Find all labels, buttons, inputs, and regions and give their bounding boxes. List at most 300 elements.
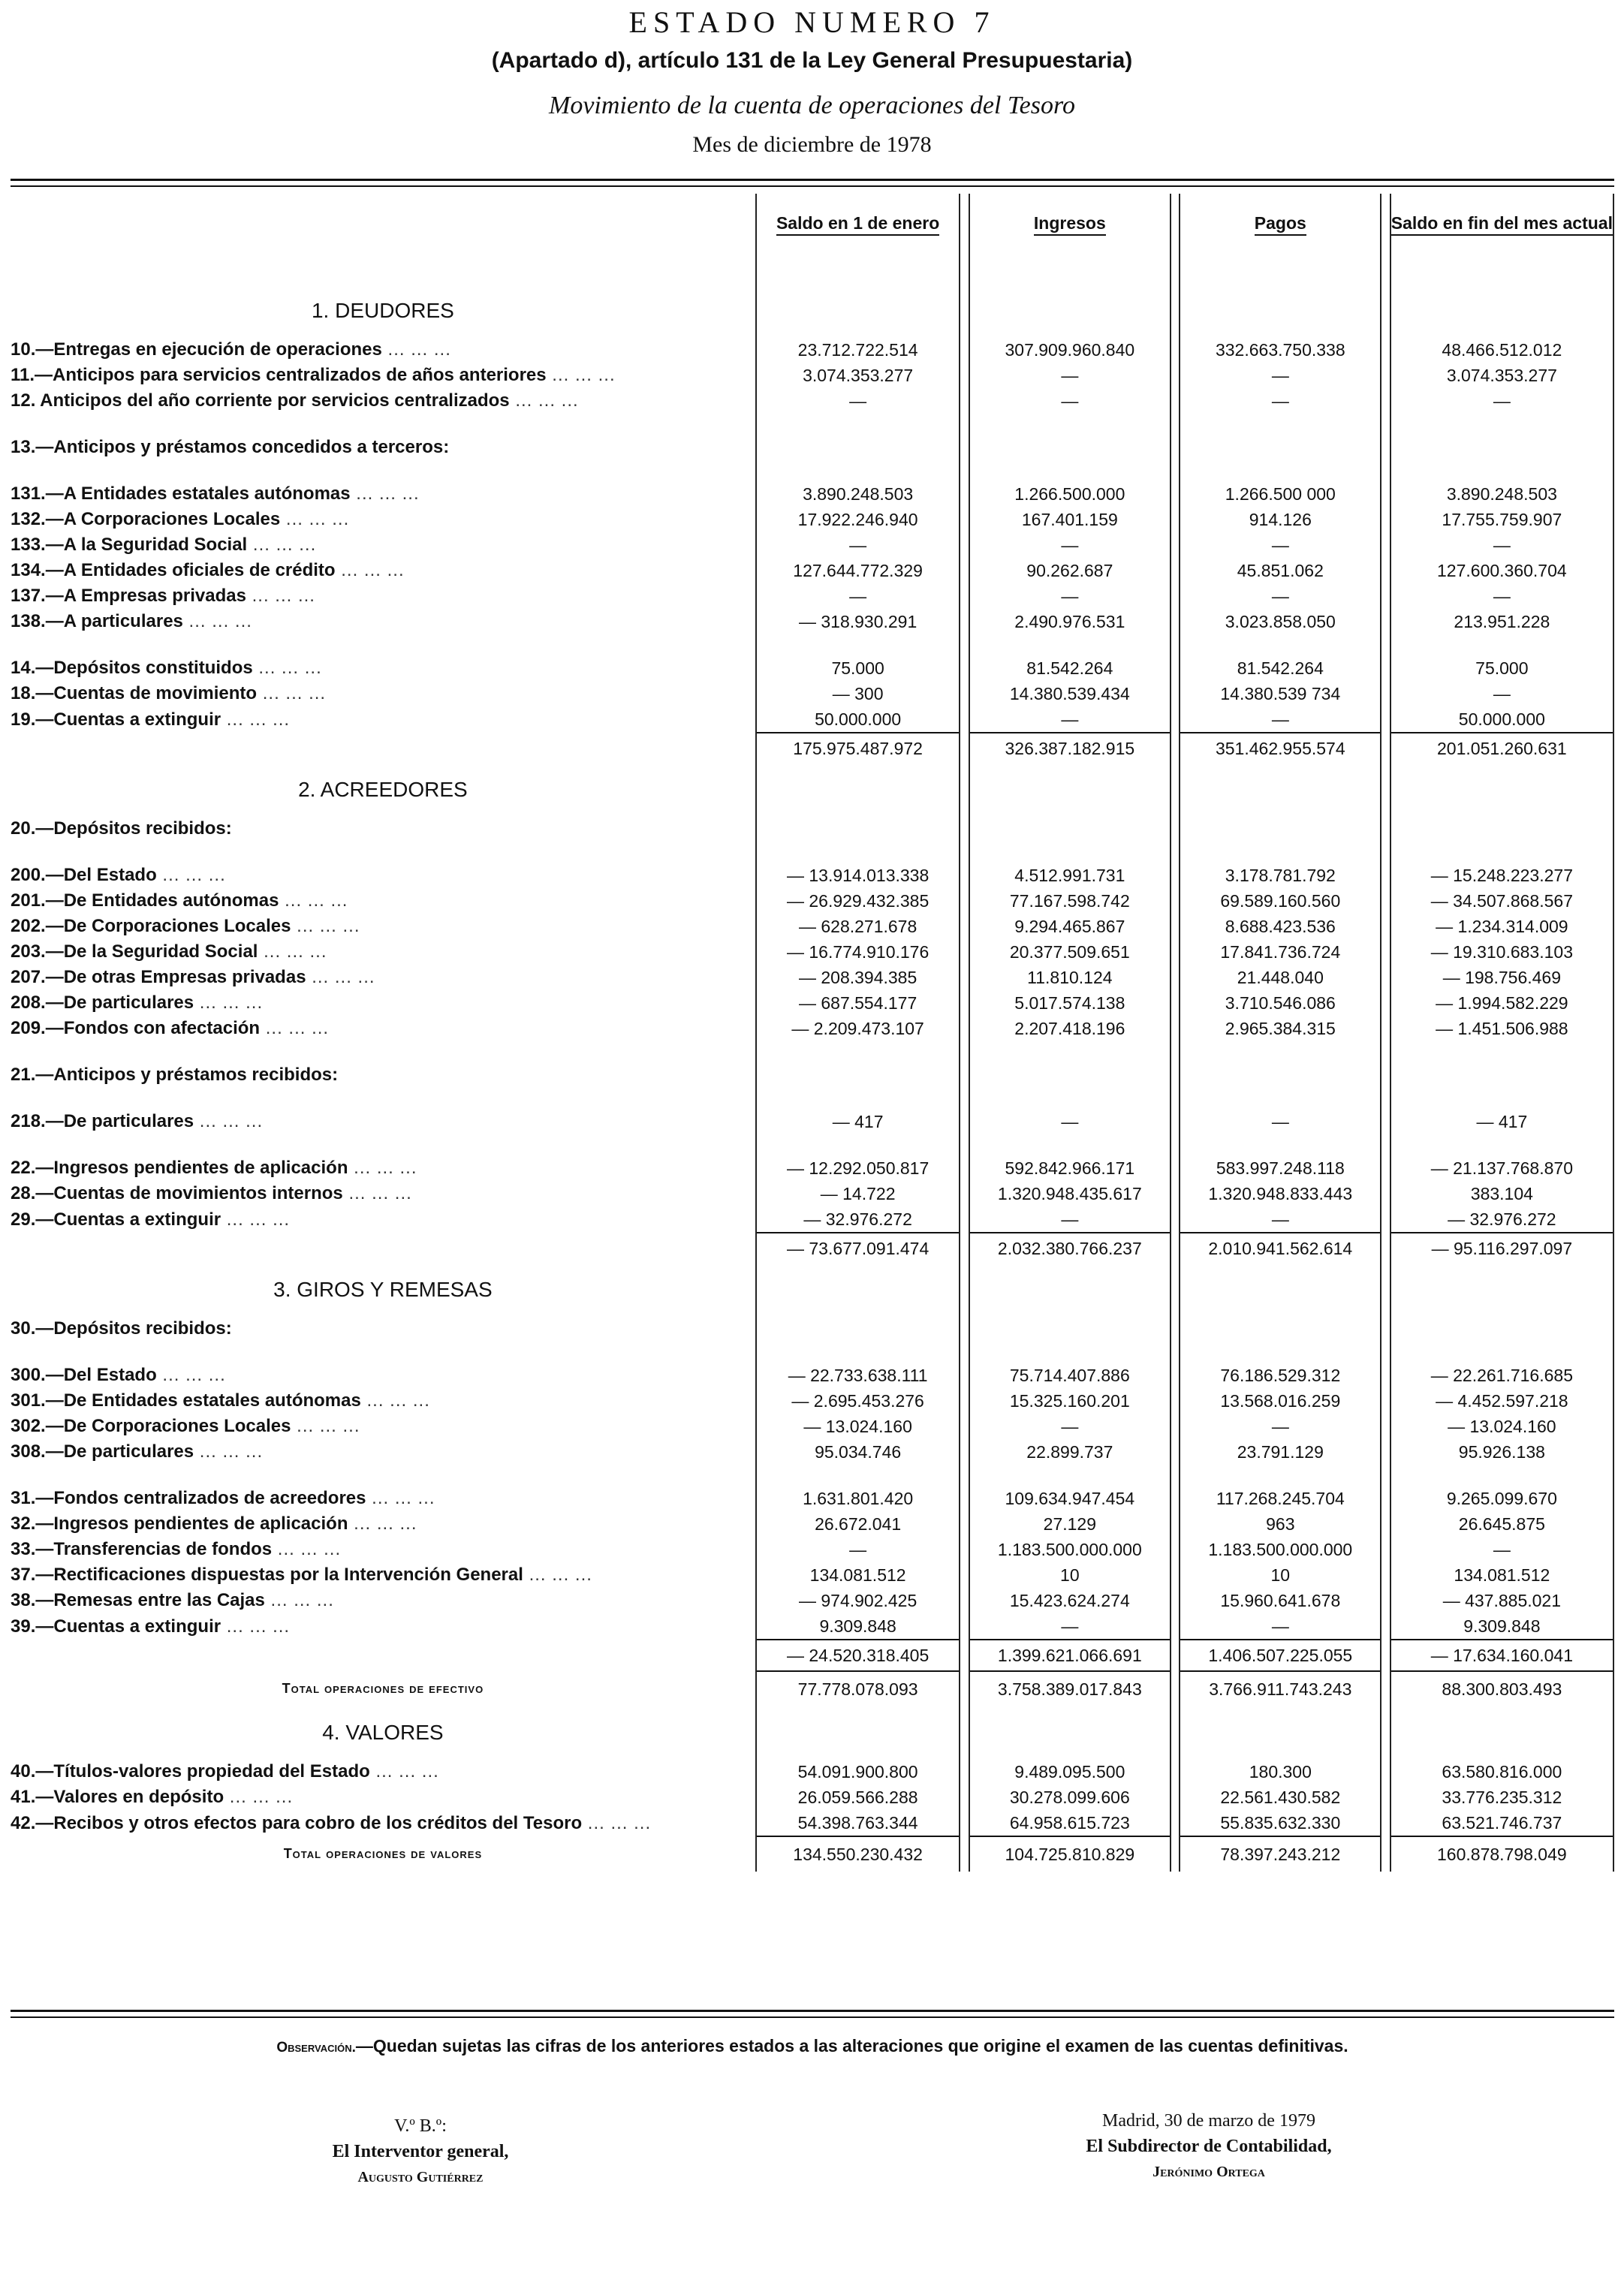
r37-value-2: 10 bbox=[1180, 1562, 1381, 1588]
leader-dots: ... ... ... bbox=[280, 509, 350, 529]
table-row bbox=[11, 1363, 1613, 1388]
table-row bbox=[11, 609, 1613, 634]
r40-value-0: 54.091.900.800 bbox=[756, 1759, 960, 1785]
r132-value-0: 17.922.246.940 bbox=[756, 507, 960, 532]
r208-value-2: 3.710.546.086 bbox=[1180, 990, 1381, 1016]
r38-value-2: 15.960.641.678 bbox=[1180, 1588, 1381, 1613]
signature-right: Madrid, 30 de marzo de 1979 El Subdirector de Contabilidad, Jerónimo Ortega bbox=[1086, 2111, 1332, 2180]
leader-dots: ... ... ... bbox=[252, 658, 322, 678]
leader-dots: ... ... ... bbox=[156, 1365, 226, 1385]
r137-value-1: — bbox=[969, 583, 1171, 609]
r28-value-0: — 14.722 bbox=[756, 1181, 960, 1206]
r19-value-3: 50.000.000 bbox=[1390, 706, 1613, 733]
table-row bbox=[11, 1388, 1613, 1414]
row-label: 30.—Depósitos recibidos: bbox=[11, 1318, 232, 1339]
row-label: 40.—Títulos-valores propiedad del Estado bbox=[11, 1761, 370, 1782]
r38-value-1: 15.423.624.274 bbox=[969, 1588, 1171, 1613]
r200-value-0: — 13.914.013.338 bbox=[756, 863, 960, 888]
r33-value-0: — bbox=[756, 1537, 960, 1562]
r133-value-3: — bbox=[1390, 532, 1613, 558]
r131-value-2: 1.266.500 000 bbox=[1180, 481, 1381, 507]
r203-value-0: — 16.774.910.176 bbox=[756, 939, 960, 965]
r300-value-1: 75.714.407.886 bbox=[969, 1363, 1171, 1388]
tv-value-2: 78.397.243.212 bbox=[1180, 1836, 1381, 1872]
r302-value-0: — 13.024.160 bbox=[756, 1414, 960, 1439]
r132-value-3: 17.755.759.907 bbox=[1390, 507, 1613, 532]
r31-value-1: 109.634.947.454 bbox=[969, 1486, 1171, 1511]
table-row bbox=[11, 1810, 1613, 1836]
row-label: 134.—A Entidades oficiales de crédito bbox=[11, 560, 336, 580]
te-value-2: 3.766.911.743.243 bbox=[1180, 1671, 1381, 1706]
r138-value-2: 3.023.858.050 bbox=[1180, 609, 1381, 634]
table-row bbox=[11, 435, 1613, 460]
row-label: 20.—Depósitos recibidos: bbox=[11, 818, 232, 839]
leader-dots: ... ... ... bbox=[381, 339, 451, 360]
row-label: 37.—Rectificaciones dispuestas por la Intervención General bbox=[11, 1565, 523, 1585]
row-label: 200.—Del Estado bbox=[11, 865, 157, 885]
table-row bbox=[11, 1016, 1613, 1041]
section-giros bbox=[11, 1263, 1613, 1316]
r37-value-3: 134.081.512 bbox=[1390, 1562, 1613, 1588]
r131-value-3: 3.890.248.503 bbox=[1390, 481, 1613, 507]
table-row bbox=[11, 1439, 1613, 1465]
table-row bbox=[11, 1181, 1613, 1206]
r32-value-0: 26.672.041 bbox=[756, 1511, 960, 1537]
r137-value-3: — bbox=[1390, 583, 1613, 609]
top-rule-thin bbox=[11, 185, 1614, 187]
r200-value-1: 4.512.991.731 bbox=[969, 863, 1171, 888]
leader-dots: ... ... ... bbox=[523, 1565, 592, 1585]
row-label: 300.—Del Estado bbox=[11, 1365, 157, 1385]
table-row bbox=[11, 1511, 1613, 1537]
r207-value-0: — 208.394.385 bbox=[756, 965, 960, 990]
r208-value-3: — 1.994.582.229 bbox=[1390, 990, 1613, 1016]
row-label: 301.—De Entidades estatales autónomas bbox=[11, 1390, 361, 1411]
table-row bbox=[11, 1414, 1613, 1439]
r132-value-1: 167.401.159 bbox=[969, 507, 1171, 532]
row-label: 202.—De Corporaciones Locales bbox=[11, 916, 291, 936]
table-row bbox=[11, 481, 1613, 507]
r207-value-3: — 198.756.469 bbox=[1390, 965, 1613, 990]
row-label: 19.—Cuentas a extinguir bbox=[11, 709, 221, 730]
r137-value-0: — bbox=[756, 583, 960, 609]
row-label: 203.—De la Seguridad Social bbox=[11, 941, 258, 962]
subtotal-row bbox=[11, 1640, 1613, 1671]
r39-value-0: 9.309.848 bbox=[756, 1613, 960, 1640]
t3-value-0: — 24.520.318.405 bbox=[756, 1640, 960, 1671]
r207-value-2: 21.448.040 bbox=[1180, 965, 1381, 990]
section-valores bbox=[11, 1706, 1613, 1759]
table-row bbox=[11, 1588, 1613, 1613]
row-label: 133.—A la Seguridad Social bbox=[11, 535, 248, 555]
r138-value-0: — 318.930.291 bbox=[756, 609, 960, 634]
bottom-rule bbox=[11, 2010, 1614, 2012]
t1-value-1: 326.387.182.915 bbox=[969, 733, 1171, 764]
r131-value-0: 3.890.248.503 bbox=[756, 481, 960, 507]
table-row bbox=[11, 965, 1613, 990]
row-label: 201.—De Entidades autónomas bbox=[11, 890, 279, 911]
r138-value-1: 2.490.976.531 bbox=[969, 609, 1171, 634]
r200-value-3: — 15.248.223.277 bbox=[1390, 863, 1613, 888]
leader-dots: ... ... ... bbox=[279, 890, 348, 911]
section-title: 4. VALORES bbox=[322, 1721, 444, 1744]
r19-value-2: — bbox=[1180, 706, 1381, 733]
r22-value-0: — 12.292.050.817 bbox=[756, 1155, 960, 1181]
tv-value-1: 104.725.810.829 bbox=[969, 1836, 1171, 1872]
leader-dots: ... ... ... bbox=[246, 586, 315, 606]
r301-value-1: 15.325.160.201 bbox=[969, 1388, 1171, 1414]
row-label: 208.—De particulares bbox=[11, 992, 194, 1013]
subtotal-row bbox=[11, 1233, 1613, 1263]
r41-value-0: 26.059.566.288 bbox=[756, 1785, 960, 1810]
table-row bbox=[11, 706, 1613, 733]
r12-value-2: — bbox=[1180, 388, 1381, 414]
table-row bbox=[11, 1759, 1613, 1785]
leader-dots: ... ... ... bbox=[291, 916, 360, 936]
r201-value-0: — 26.929.432.385 bbox=[756, 888, 960, 914]
r209-value-1: 2.207.418.196 bbox=[969, 1016, 1171, 1041]
r39-value-1: — bbox=[969, 1613, 1171, 1640]
r202-value-3: — 1.234.314.009 bbox=[1390, 914, 1613, 939]
r208-value-1: 5.017.574.138 bbox=[969, 990, 1171, 1016]
r14-value-0: 75.000 bbox=[756, 655, 960, 681]
r42-value-3: 63.521.746.737 bbox=[1390, 1810, 1613, 1836]
r134-value-3: 127.600.360.704 bbox=[1390, 558, 1613, 583]
r203-value-3: — 19.310.683.103 bbox=[1390, 939, 1613, 965]
t2-value-0: — 73.677.091.474 bbox=[756, 1233, 960, 1263]
row-label: 22.—Ingresos pendientes de aplicación bbox=[11, 1158, 348, 1178]
r300-value-3: — 22.261.716.685 bbox=[1390, 1363, 1613, 1388]
row-label: 39.—Cuentas a extinguir bbox=[11, 1616, 221, 1637]
row-label: 131.—A Entidades estatales autónomas bbox=[11, 483, 351, 504]
r301-value-2: 13.568.016.259 bbox=[1180, 1388, 1381, 1414]
r18-value-1: 14.380.539.434 bbox=[969, 681, 1171, 706]
table-row bbox=[11, 507, 1613, 532]
r32-value-1: 27.129 bbox=[969, 1511, 1171, 1537]
r10-value-0: 23.712.722.514 bbox=[756, 337, 960, 363]
leader-dots: ... ... ... bbox=[247, 535, 317, 555]
r308-value-2: 23.791.129 bbox=[1180, 1439, 1381, 1465]
leader-dots: ... ... ... bbox=[350, 483, 420, 504]
r31-value-3: 9.265.099.670 bbox=[1390, 1486, 1613, 1511]
t2-value-1: 2.032.380.766.237 bbox=[969, 1233, 1171, 1263]
r302-value-2: — bbox=[1180, 1414, 1381, 1439]
r10-value-1: 307.909.960.840 bbox=[969, 337, 1171, 363]
row-label: 14.—Depósitos constituidos bbox=[11, 658, 253, 678]
r42-value-1: 64.958.615.723 bbox=[969, 1810, 1171, 1836]
r39-value-3: 9.309.848 bbox=[1390, 1613, 1613, 1640]
r133-value-0: — bbox=[756, 532, 960, 558]
row-label: 11.—Anticipos para servicios centralizados de años anteriores bbox=[11, 365, 547, 385]
r302-value-3: — 13.024.160 bbox=[1390, 1414, 1613, 1439]
r202-value-1: 9.294.465.867 bbox=[969, 914, 1171, 939]
r31-value-2: 117.268.245.704 bbox=[1180, 1486, 1381, 1511]
leader-dots: ... ... ... bbox=[221, 1209, 291, 1230]
r14-value-1: 81.542.264 bbox=[969, 655, 1171, 681]
r10-value-2: 332.663.750.338 bbox=[1180, 337, 1381, 363]
r11-value-1: — bbox=[969, 363, 1171, 388]
t1-value-3: 201.051.260.631 bbox=[1390, 733, 1613, 764]
r134-value-1: 90.262.687 bbox=[969, 558, 1171, 583]
r41-value-1: 30.278.099.606 bbox=[969, 1785, 1171, 1810]
r28-value-2: 1.320.948.833.443 bbox=[1180, 1181, 1381, 1206]
r300-value-0: — 22.733.638.111 bbox=[756, 1363, 960, 1388]
document-title: ESTADO NUMERO 7 bbox=[628, 5, 996, 39]
table-row bbox=[11, 914, 1613, 939]
t1-value-0: 175.975.487.972 bbox=[756, 733, 960, 764]
r37-value-0: 134.081.512 bbox=[756, 1562, 960, 1588]
table-row bbox=[11, 863, 1613, 888]
r29-value-2: — bbox=[1180, 1206, 1381, 1233]
t3-value-2: 1.406.507.225.055 bbox=[1180, 1640, 1381, 1671]
table-row bbox=[11, 1109, 1613, 1134]
row-label: 138.—A particulares bbox=[11, 611, 183, 631]
t2-value-2: 2.010.941.562.614 bbox=[1180, 1233, 1381, 1263]
r11-value-3: 3.074.353.277 bbox=[1390, 363, 1613, 388]
r202-value-0: — 628.271.678 bbox=[756, 914, 960, 939]
leader-dots: ... ... ... bbox=[194, 1111, 264, 1131]
row-label: 12. Anticipos del año corriente por servicios centralizados bbox=[11, 390, 510, 411]
r218-value-2: — bbox=[1180, 1109, 1381, 1134]
subtotal-row bbox=[11, 733, 1613, 764]
leader-dots: ... ... ... bbox=[546, 365, 616, 385]
r308-value-0: 95.034.746 bbox=[756, 1439, 960, 1465]
leader-dots: ... ... ... bbox=[509, 390, 579, 411]
r33-value-3: — bbox=[1390, 1537, 1613, 1562]
r200-value-2: 3.178.781.792 bbox=[1180, 863, 1381, 888]
row-label: 209.—Fondos con afectación bbox=[11, 1018, 261, 1038]
row-label: 38.—Remesas entre las Cajas bbox=[11, 1590, 265, 1610]
tv-value-3: 160.878.798.049 bbox=[1390, 1836, 1613, 1872]
r40-value-2: 180.300 bbox=[1180, 1759, 1381, 1785]
row-label: 33.—Transferencias de fondos bbox=[11, 1539, 273, 1559]
r134-value-0: 127.644.772.329 bbox=[756, 558, 960, 583]
r14-value-3: 75.000 bbox=[1390, 655, 1613, 681]
col-pagos: Pagos bbox=[1180, 194, 1381, 285]
r131-value-1: 1.266.500.000 bbox=[969, 481, 1171, 507]
leader-dots: ... ... ... bbox=[224, 1787, 294, 1807]
leader-dots: ... ... ... bbox=[360, 1390, 430, 1411]
r12-value-1: — bbox=[969, 388, 1171, 414]
table-row bbox=[11, 388, 1613, 414]
table-row bbox=[11, 1537, 1613, 1562]
r308-value-3: 95.926.138 bbox=[1390, 1439, 1613, 1465]
col-ingresos: Ingresos bbox=[969, 194, 1171, 285]
r301-value-0: — 2.695.453.276 bbox=[756, 1388, 960, 1414]
r33-value-2: 1.183.500.000.000 bbox=[1180, 1537, 1381, 1562]
r137-value-2: — bbox=[1180, 583, 1381, 609]
t2-value-3: — 95.116.297.097 bbox=[1390, 1233, 1613, 1263]
r28-value-3: 383.104 bbox=[1390, 1181, 1613, 1206]
r11-value-2: — bbox=[1180, 363, 1381, 388]
r201-value-1: 77.167.598.742 bbox=[969, 888, 1171, 914]
table-row bbox=[11, 1486, 1613, 1511]
r22-value-3: — 21.137.768.870 bbox=[1390, 1155, 1613, 1181]
leader-dots: ... ... ... bbox=[348, 1513, 417, 1534]
r32-value-2: 963 bbox=[1180, 1511, 1381, 1537]
r40-value-1: 9.489.095.500 bbox=[969, 1759, 1171, 1785]
leader-dots: ... ... ... bbox=[366, 1488, 435, 1508]
r14-value-2: 81.542.264 bbox=[1180, 655, 1381, 681]
r41-value-3: 33.776.235.312 bbox=[1390, 1785, 1613, 1810]
table-row bbox=[11, 1316, 1613, 1342]
table-row bbox=[11, 583, 1613, 609]
r38-value-0: — 974.902.425 bbox=[756, 1588, 960, 1613]
table-row bbox=[11, 888, 1613, 914]
row-label: 10.—Entregas en ejecución de operaciones bbox=[11, 339, 382, 360]
table-row bbox=[11, 1206, 1613, 1233]
r209-value-0: — 2.209.473.107 bbox=[756, 1016, 960, 1041]
leader-dots: ... ... ... bbox=[306, 967, 375, 987]
label-header bbox=[11, 194, 756, 285]
row-label: 218.—De particulares bbox=[11, 1111, 194, 1131]
r201-value-2: 69.589.160.560 bbox=[1180, 888, 1381, 914]
r133-value-1: — bbox=[969, 532, 1171, 558]
r32-value-3: 26.645.875 bbox=[1390, 1511, 1613, 1537]
r29-value-3: — 32.976.272 bbox=[1390, 1206, 1613, 1233]
row-label: 302.—De Corporaciones Locales bbox=[11, 1416, 291, 1436]
row-label: 29.—Cuentas a extinguir bbox=[11, 1209, 221, 1230]
te-value-1: 3.758.389.017.843 bbox=[969, 1671, 1171, 1706]
leader-dots: ... ... ... bbox=[582, 1812, 652, 1833]
r18-value-2: 14.380.539 734 bbox=[1180, 681, 1381, 706]
r207-value-1: 11.810.124 bbox=[969, 965, 1171, 990]
leader-dots: ... ... ... bbox=[260, 1018, 330, 1038]
r40-value-3: 63.580.816.000 bbox=[1390, 1759, 1613, 1785]
total-label: Total operaciones de valores bbox=[283, 1846, 483, 1861]
table-row bbox=[11, 1613, 1613, 1640]
r31-value-0: 1.631.801.420 bbox=[756, 1486, 960, 1511]
leader-dots: ... ... ... bbox=[264, 1590, 334, 1610]
leader-dots: ... ... ... bbox=[272, 1539, 342, 1559]
r33-value-1: 1.183.500.000.000 bbox=[969, 1537, 1171, 1562]
column-header-row bbox=[11, 194, 1613, 285]
r132-value-2: 914.126 bbox=[1180, 507, 1381, 532]
row-label: 28.—Cuentas de movimientos internos bbox=[11, 1183, 343, 1203]
te-value-0: 77.778.078.093 bbox=[756, 1671, 960, 1706]
r22-value-1: 592.842.966.171 bbox=[969, 1155, 1171, 1181]
table-row bbox=[11, 1785, 1613, 1810]
leader-dots: ... ... ... bbox=[257, 683, 327, 703]
row-label: 137.—A Empresas privadas bbox=[11, 586, 246, 606]
leader-dots: ... ... ... bbox=[182, 611, 252, 631]
r209-value-2: 2.965.384.315 bbox=[1180, 1016, 1381, 1041]
bottom-rule-thin bbox=[11, 2016, 1614, 2018]
row-label: 13.—Anticipos y préstamos concedidos a terceros: bbox=[11, 437, 450, 457]
top-rule bbox=[11, 179, 1614, 181]
table-row bbox=[11, 1562, 1613, 1588]
leader-dots: ... ... ... bbox=[258, 941, 327, 962]
r42-value-2: 55.835.632.330 bbox=[1180, 1810, 1381, 1836]
section-deudores bbox=[11, 285, 1613, 337]
document-period: Mes de diciembre de 1978 bbox=[692, 132, 932, 157]
r41-value-2: 22.561.430.582 bbox=[1180, 1785, 1381, 1810]
r134-value-2: 45.851.062 bbox=[1180, 558, 1381, 583]
table-row bbox=[11, 532, 1613, 558]
r18-value-0: — 300 bbox=[756, 681, 960, 706]
r19-value-0: 50.000.000 bbox=[756, 706, 960, 733]
r138-value-3: 213.951.228 bbox=[1390, 609, 1613, 634]
t3-value-1: 1.399.621.066.691 bbox=[969, 1640, 1171, 1671]
table-row bbox=[11, 655, 1613, 681]
total-label: Total operaciones de efectivo bbox=[282, 1681, 484, 1696]
row-label: 21.—Anticipos y préstamos recibidos: bbox=[11, 1065, 339, 1085]
col-saldo-final: Saldo en fin del mes actual bbox=[1390, 194, 1613, 285]
row-label: 132.—A Corporaciones Locales bbox=[11, 509, 281, 529]
r29-value-0: — 32.976.272 bbox=[756, 1206, 960, 1233]
r201-value-3: — 34.507.868.567 bbox=[1390, 888, 1613, 914]
r37-value-1: 10 bbox=[969, 1562, 1171, 1588]
r10-value-3: 48.466.512.012 bbox=[1390, 337, 1613, 363]
r28-value-1: 1.320.948.435.617 bbox=[969, 1181, 1171, 1206]
table-row bbox=[11, 681, 1613, 706]
r18-value-3: — bbox=[1390, 681, 1613, 706]
table-row bbox=[11, 816, 1613, 842]
observation-note: Observación.—Quedan sujetas las cifras de los anteriores estados a las alteraciones que origine el examen de las cuentas definitivas. bbox=[276, 2036, 1348, 2056]
grand-total-row bbox=[11, 1836, 1613, 1872]
r218-value-3: — 417 bbox=[1390, 1109, 1613, 1134]
r39-value-2: — bbox=[1180, 1613, 1381, 1640]
te-value-3: 88.300.803.493 bbox=[1390, 1671, 1613, 1706]
r308-value-1: 22.899.737 bbox=[969, 1439, 1171, 1465]
table-row bbox=[11, 939, 1613, 965]
r302-value-1: — bbox=[969, 1414, 1171, 1439]
leader-dots: ... ... ... bbox=[221, 709, 291, 730]
r218-value-1: — bbox=[969, 1109, 1171, 1134]
row-label: 207.—De otras Empresas privadas bbox=[11, 967, 306, 987]
r38-value-3: — 437.885.021 bbox=[1390, 1588, 1613, 1613]
table-row bbox=[11, 363, 1613, 388]
row-label: 32.—Ingresos pendientes de aplicación bbox=[11, 1513, 348, 1534]
col-saldo-inicial: Saldo en 1 de enero bbox=[756, 194, 960, 285]
row-label: 18.—Cuentas de movimiento bbox=[11, 683, 258, 703]
document-subtitle: (Apartado d), artículo 131 de la Ley General Presupuestaria) bbox=[491, 48, 1133, 73]
tv-value-0: 134.550.230.432 bbox=[756, 1836, 960, 1872]
r42-value-0: 54.398.763.344 bbox=[756, 1810, 960, 1836]
t1-value-2: 351.462.955.574 bbox=[1180, 733, 1381, 764]
section-title: 1. DEUDORES bbox=[311, 299, 454, 322]
row-label: 308.—De particulares bbox=[11, 1441, 194, 1462]
document-caption: Movimiento de la cuenta de operaciones del Tesoro bbox=[549, 92, 1075, 119]
leader-dots: ... ... ... bbox=[194, 992, 264, 1013]
r12-value-0: — bbox=[756, 388, 960, 414]
r202-value-2: 8.688.423.536 bbox=[1180, 914, 1381, 939]
r133-value-2: — bbox=[1180, 532, 1381, 558]
leader-dots: ... ... ... bbox=[335, 560, 405, 580]
row-label: 41.—Valores en depósito bbox=[11, 1787, 224, 1807]
r209-value-3: — 1.451.506.988 bbox=[1390, 1016, 1613, 1041]
table-row bbox=[11, 337, 1613, 363]
row-label: 31.—Fondos centralizados de acreedores bbox=[11, 1488, 366, 1508]
leader-dots: ... ... ... bbox=[342, 1183, 412, 1203]
table-row bbox=[11, 558, 1613, 583]
r203-value-2: 17.841.736.724 bbox=[1180, 939, 1381, 965]
r208-value-0: — 687.554.177 bbox=[756, 990, 960, 1016]
leader-dots: ... ... ... bbox=[156, 865, 226, 885]
leader-dots: ... ... ... bbox=[221, 1616, 291, 1637]
r301-value-3: — 4.452.597.218 bbox=[1390, 1388, 1613, 1414]
r29-value-1: — bbox=[969, 1206, 1171, 1233]
treasury-table bbox=[11, 194, 1614, 1872]
leader-dots: ... ... ... bbox=[348, 1158, 417, 1178]
section-acreedores bbox=[11, 764, 1613, 816]
r300-value-2: 76.186.529.312 bbox=[1180, 1363, 1381, 1388]
section-title: 3. GIROS Y REMESAS bbox=[273, 1278, 493, 1301]
table-row bbox=[11, 990, 1613, 1016]
table-row bbox=[11, 1155, 1613, 1181]
r11-value-0: 3.074.353.277 bbox=[756, 363, 960, 388]
signature-left: V.º B.º: El Interventor general, Augusto Gutiérrez bbox=[332, 2116, 509, 2185]
